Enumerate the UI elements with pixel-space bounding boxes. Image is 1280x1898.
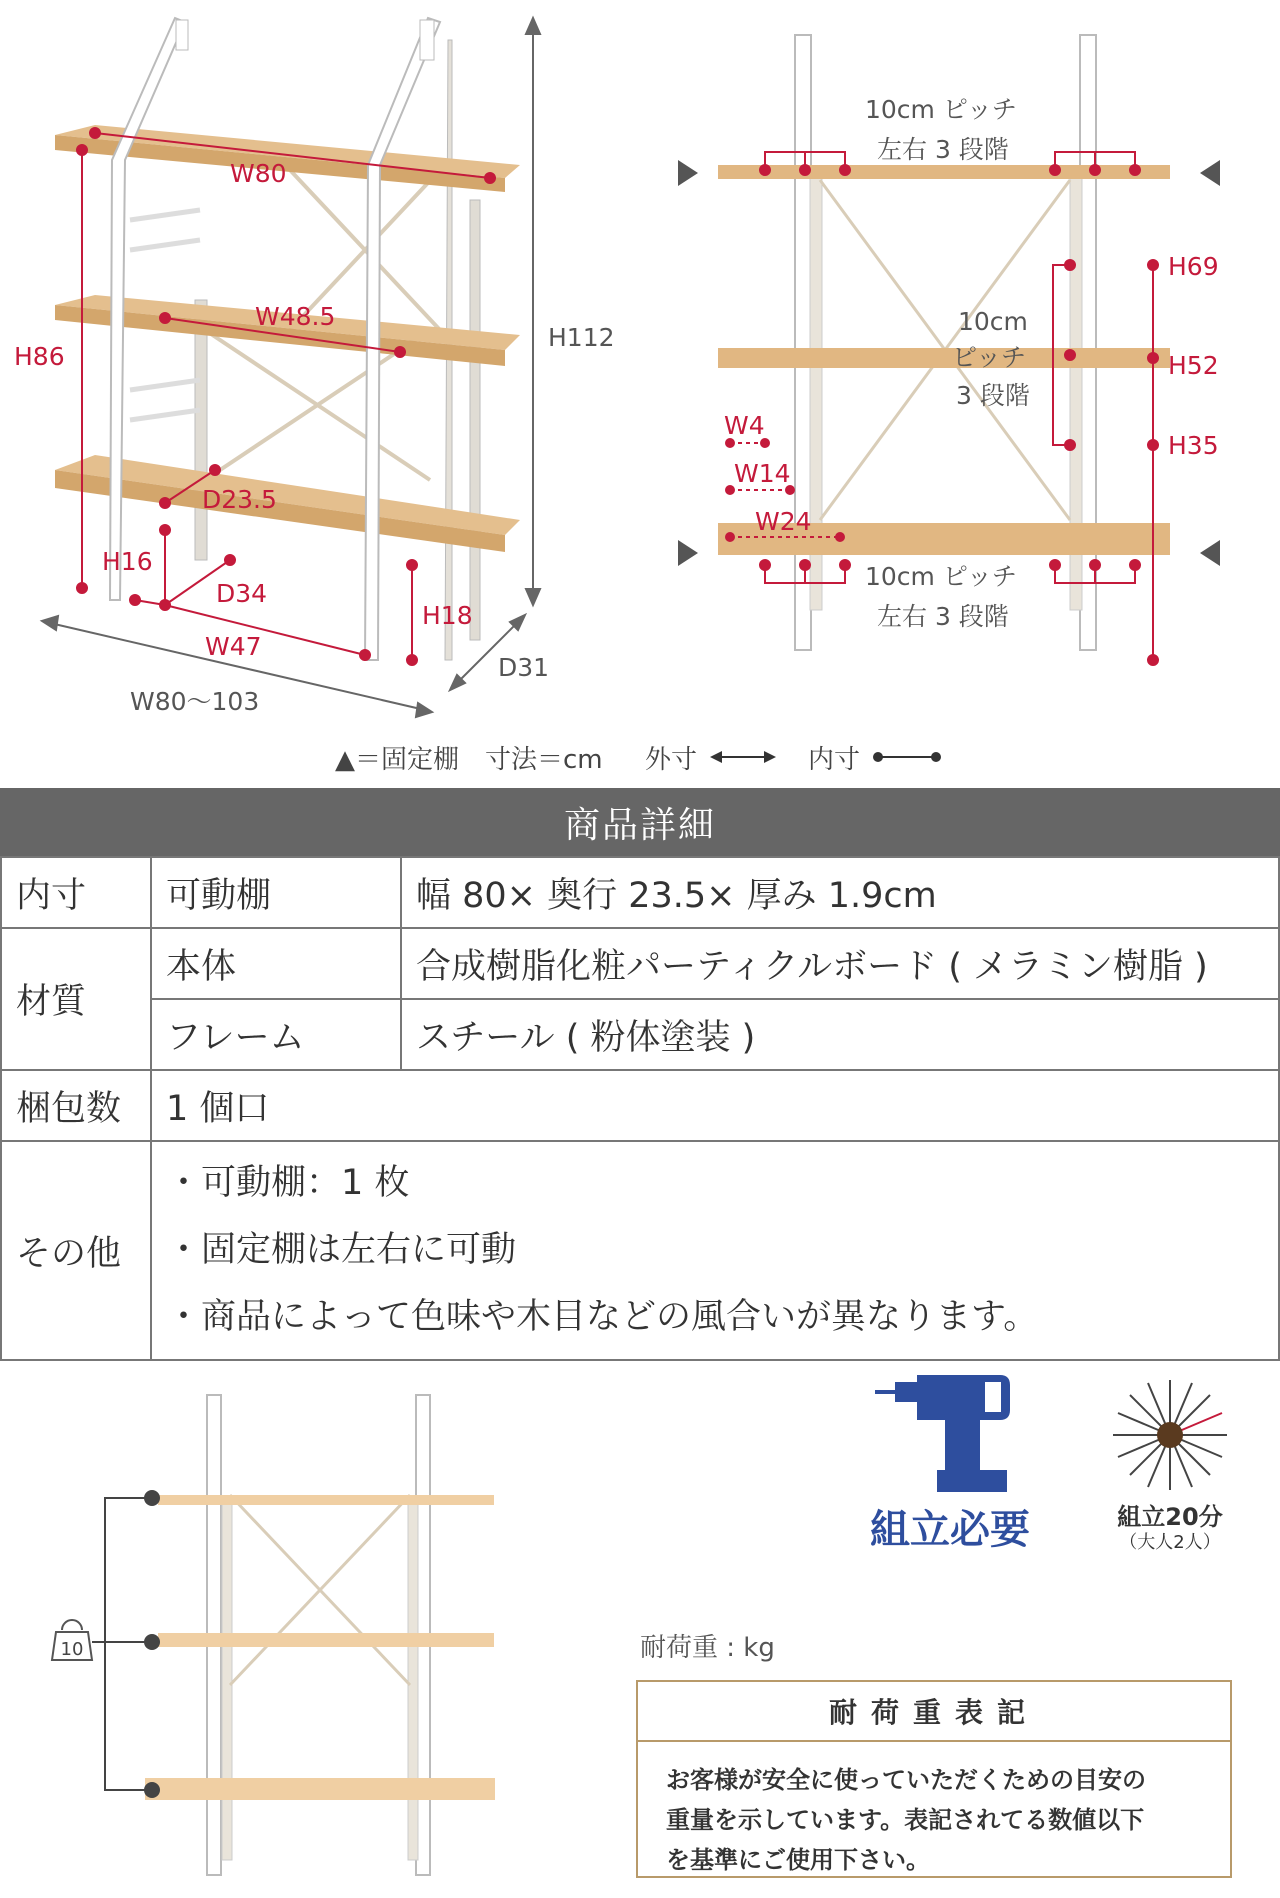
shelf-load-diagram	[0, 1380, 620, 1897]
label-w4: W4	[724, 411, 765, 440]
shelf-top	[158, 1495, 494, 1505]
load-unit-label: 耐荷重 : kg	[640, 1633, 775, 1663]
other-items	[151, 1141, 1279, 1360]
load-notice-line: お客様が安全に使っていただくための目安の	[666, 1766, 1146, 1794]
label-h112: H112	[548, 323, 615, 352]
label-h35: H35	[1168, 431, 1219, 460]
shelf-middle	[158, 1633, 494, 1647]
legend-fixed-shelf: ▲＝固定棚 寸法＝cm	[335, 745, 603, 775]
pitch-bottom-line2: 左右 3 段階	[877, 602, 1009, 631]
load-notice-line: を基準にご使用下さい。	[666, 1846, 930, 1874]
label-w48-5: W48.5	[255, 302, 336, 331]
label-h16: H16	[102, 547, 153, 576]
inner-dot-line-icon	[872, 747, 942, 767]
table-row	[1, 1141, 1279, 1360]
body-value: 合成樹脂化粧パーティクルボード ( メラミン樹脂 )	[401, 928, 1279, 999]
label-h69: H69	[1168, 252, 1219, 281]
label-d23-5: D23.5	[202, 485, 277, 514]
label-h52: H52	[1168, 351, 1219, 380]
pitch-mid-line2: ピッチ	[952, 343, 1027, 372]
shelf-dimension-diagram-right	[640, 0, 1280, 730]
other-label: その他	[1, 1141, 151, 1360]
label-w24: W24	[755, 507, 812, 536]
package-label: 梱包数	[1, 1070, 151, 1141]
pitch-mid-line3: 3 段階	[956, 381, 1030, 410]
pitch-mid-line1: 10cm	[958, 307, 1028, 336]
inner-size-value: 幅 80× 奥行 23.5× 厚み 1.9cm	[401, 857, 1279, 928]
load-notice-title: 耐荷重表記	[638, 1682, 1230, 1742]
material-label: 材質	[1, 928, 151, 1070]
label-h18: H18	[422, 601, 473, 630]
legend-inner: 内寸	[808, 745, 861, 775]
table-row	[1, 857, 1279, 928]
package-value: 1 個口	[151, 1070, 1279, 1141]
shelf-bottom	[145, 1778, 495, 1800]
frame-sub: フレーム	[151, 999, 401, 1070]
shelf-dimension-diagram-left	[0, 0, 640, 730]
label-d34: D34	[216, 579, 268, 608]
list-item: ・固定棚は左右に可動	[166, 1230, 517, 1270]
assembly-time-label: 組立20分	[1117, 1503, 1223, 1531]
assembly-people-label: （大人2人）	[1119, 1532, 1221, 1553]
spec-table	[0, 856, 1280, 1361]
label-w80: W80	[230, 159, 287, 188]
body-sub: 本体	[151, 928, 401, 999]
weight-icon	[52, 1620, 92, 1660]
spec-title: 商品詳細	[0, 788, 1280, 856]
load-notice-body	[638, 1742, 1230, 1898]
label-w80-103: W80～103	[130, 687, 260, 716]
dimension-legend	[0, 733, 1280, 783]
inner-size-label: 内寸	[1, 857, 151, 928]
pitch-bottom-line1: 10cm ピッチ	[865, 562, 1017, 591]
table-row	[1, 1070, 1279, 1141]
frame-value: スチール ( 粉体塗装 )	[401, 999, 1279, 1070]
drill-icon	[875, 1370, 1015, 1495]
load-notice-box	[636, 1680, 1232, 1878]
pitch-top-line1: 10cm ピッチ	[865, 95, 1017, 124]
legend-outer: 外寸	[645, 745, 698, 775]
load-notice-line: 重量を示しています。表記されてる数値以下	[666, 1806, 1145, 1834]
table-row	[1, 928, 1279, 999]
shelf-top	[718, 165, 1170, 179]
inner-size-sub: 可動棚	[151, 857, 401, 928]
label-w47: W47	[205, 632, 262, 661]
list-item: ・可動棚：1 枚	[166, 1163, 410, 1203]
pitch-top-line2: 左右 3 段階	[877, 135, 1009, 164]
assembly-time-icon	[1108, 1375, 1232, 1495]
svg-text:10: 10	[60, 1639, 84, 1660]
assembly-required-label: 組立必要	[870, 1507, 1030, 1553]
label-h86: H86	[14, 342, 65, 371]
outer-arrow-icon	[708, 747, 778, 767]
shelf-middle	[718, 348, 1170, 368]
list-item: ・商品によって色味や木目などの風合いが異なります。	[166, 1297, 1039, 1337]
table-row	[1, 999, 1279, 1070]
label-w14: W14	[734, 459, 791, 488]
label-d31: D31	[498, 653, 550, 682]
